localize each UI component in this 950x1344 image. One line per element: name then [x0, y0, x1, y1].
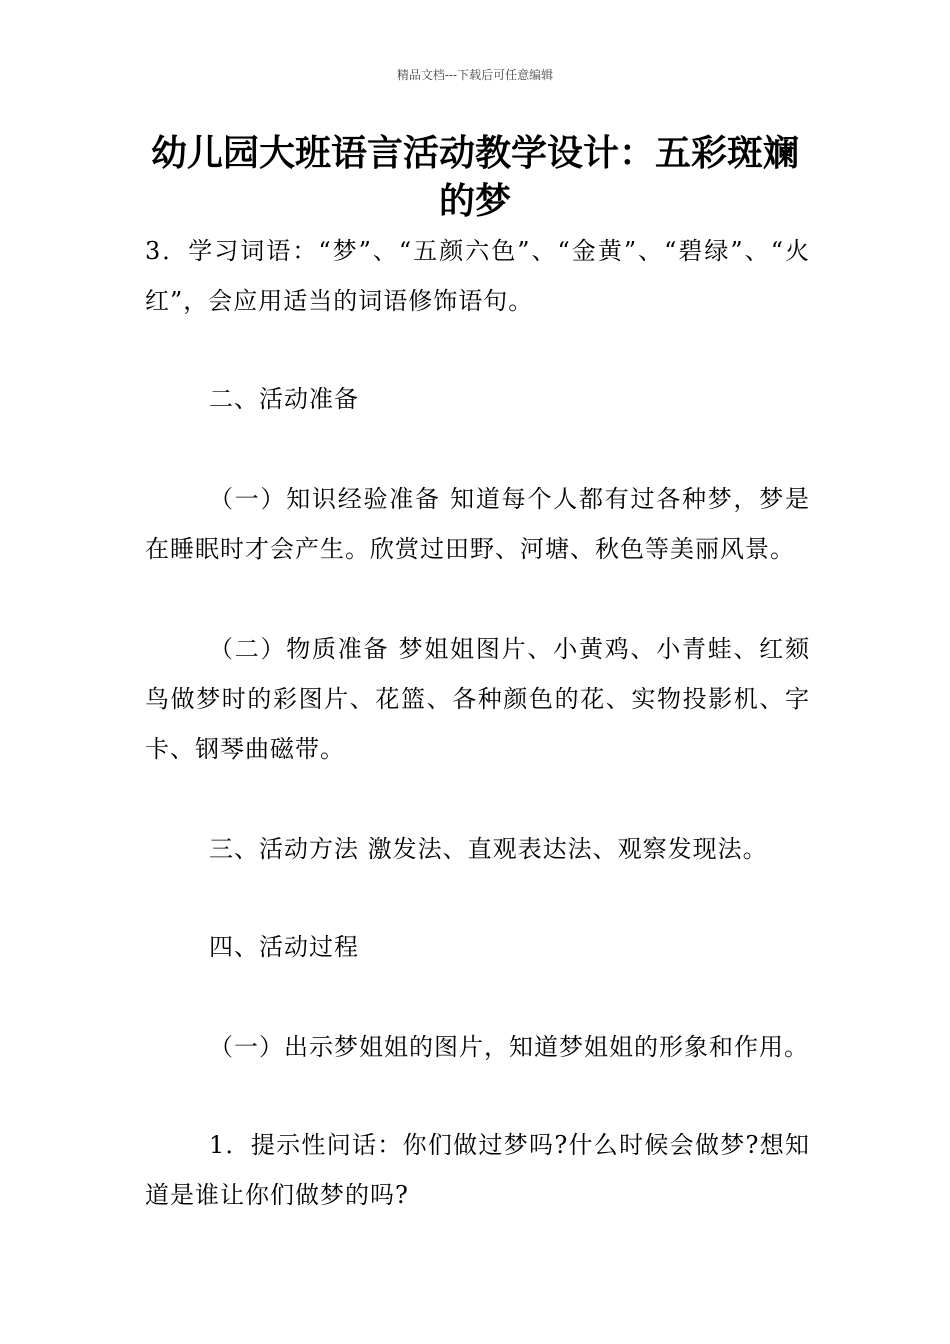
paragraph-knowledge-preparation: （一）知识经验准备 知道每个人都有过各种梦，梦是在睡眠时才会产生。欣赏过田野、河塘、秋色等美丽风景。 — [145, 485, 810, 563]
section-heading-process: 四、活动过程 — [209, 933, 359, 961]
document-title: 幼儿园大班语言活动教学设计：五彩斑斓的梦 — [150, 133, 799, 222]
paragraph-prompt-question: 1．提示性问话：你们做过梦吗?什么时候会做梦?想知道是谁让你们做梦的吗? — [145, 1131, 810, 1209]
paragraph-vocabulary-goal: 3．学习词语：“梦”、“五颜六色”、“金黄”、“碧绿”、“火红”，会应用适当的词语修饰语句。 — [145, 237, 810, 315]
paragraph-material-preparation: （二）物质准备 梦姐姐图片、小黄鸡、小青蛙、红颏鸟做梦时的彩图片、花篮、各种颜色的花、实物投影机、字卡、钢琴曲磁带。 — [145, 635, 810, 763]
section-heading-methods: 三、活动方法 激发法、直观表达法、观察发现法。 — [209, 835, 768, 863]
section-heading-preparation: 二、活动准备 — [209, 385, 359, 413]
paragraph-process-step-one: （一）出示梦姐姐的图片，知道梦姐姐的形象和作用。 — [209, 1033, 809, 1061]
header-note: 精品文档---下载后可任意编辑 — [396, 68, 554, 82]
